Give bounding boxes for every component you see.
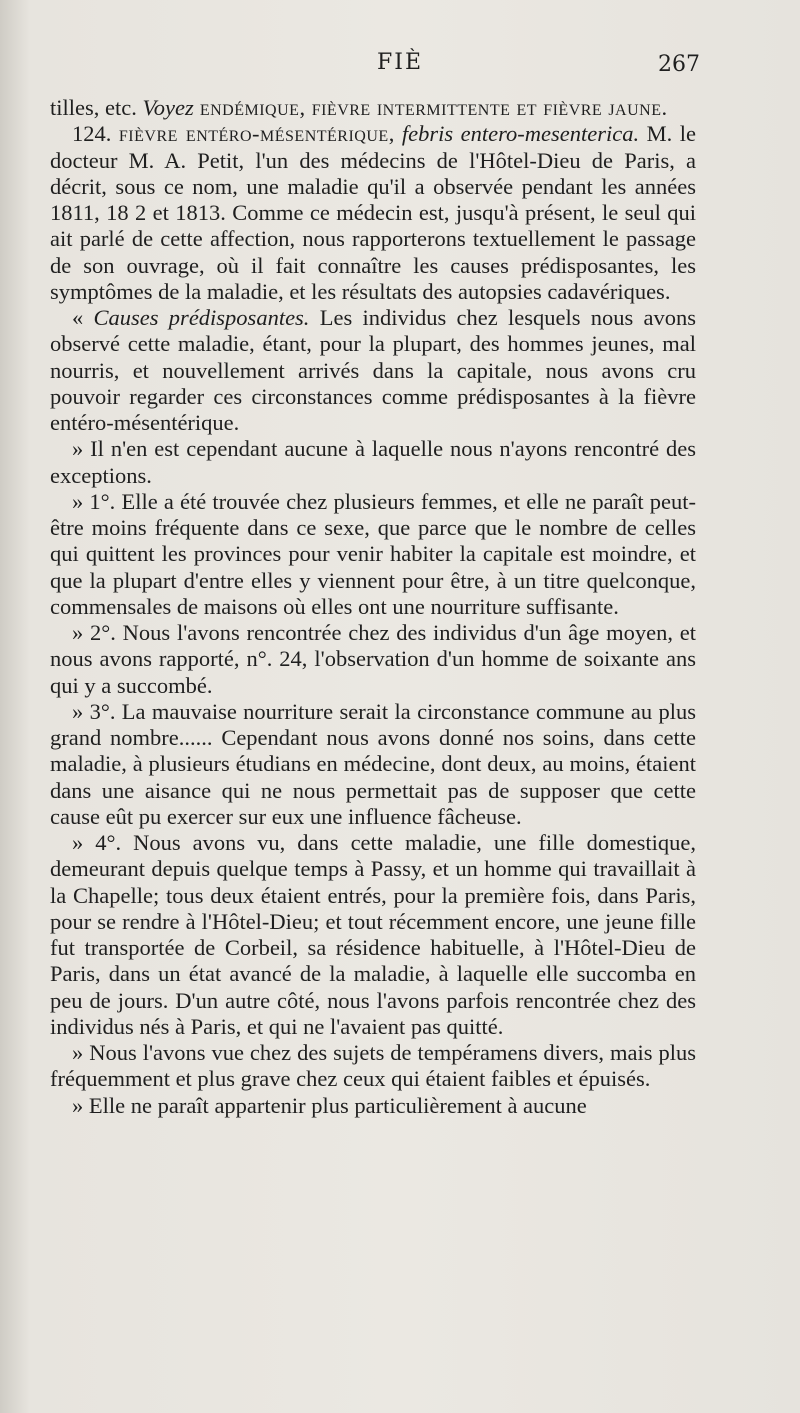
quote-paragraph: » 4°. Nous avons vu, dans cette maladie, une fille domestique, demeurant depuis quelque temps à Passy, et un homme qui travaillait à la Chapelle; tous deux étaient entrés, pour la première fois, dans Paris, pour se rendre à l'Hôtel-Dieu; et tout récemment encore, une jeune fille fut transportée de Corbeil, sa résidence habituelle, à l'Hôtel-Dieu de Paris, dans un état avancé de la maladie, à laquelle elle succomba en peu de jours. D'un autre côté, nous l'avons parfois rencontrée chez des individus nés à Paris, et qui ne l'avaient pas quitté. <box>50 830 696 1039</box>
quote-paragraph: » 2°. Nous l'avons rencontrée chez des individus d'un âge moyen, et nous avons rapporté, n°. 24, l'observation d'un homme de soixante ans qui y a succombé. <box>50 620 696 698</box>
separator: , <box>388 121 402 147</box>
page-number: 267 <box>658 52 700 77</box>
paragraph-text: tilles, etc. <box>50 95 143 120</box>
running-head: FIÈ <box>376 50 423 75</box>
quote-mark: « <box>72 305 94 330</box>
entry-number: 124. <box>72 121 119 147</box>
quote-paragraph: » Nous l'avons vue chez des sujets de tempéramens divers, mais plus fréquemment et plus grave chez ceux qui étaient faibles et épuisés. <box>50 1040 696 1092</box>
see-also-label: Voyez <box>142 95 194 120</box>
quote-paragraph: » Il n'en est cependant aucune à laquelle nous n'ayons rencontré des exceptions. <box>50 436 696 488</box>
entry-paragraph <box>50 121 696 305</box>
quote-paragraph: » 1°. Elle a été trouvée chez plusieurs femmes, et elle ne paraît peut-être moins fréquente dans ce sexe, que parce que le nombre de celles qui quittent les provinces pour venir habiter la capitale est moindre, et que la plupart d'entre elles y viennent pour être, à un titre quelconque, commensales de maisons où elles ont une nourriture suffisante. <box>50 488 696 619</box>
cross-references: endémique, fièvre intermittente et fièvre jaune. <box>193 95 668 120</box>
entry-title: fièvre entéro-mésentérique <box>118 121 389 147</box>
page-header <box>0 50 800 90</box>
latin-name: febris entero-mesenterica. <box>401 121 640 147</box>
quote-paragraph: » 3°. La mauvaise nourriture serait la circonstance commune au plus grand nombre...... Cependant nous avons donné nos soins, dans cette maladie, à plusieurs étudians en médecine, dont deux, au moins, étaient dans une aisance qui ne nous permettait pas de supposer que cette cause eût pu exercer sur eux une influence fâcheuse. <box>50 698 696 829</box>
body-text <box>50 95 696 1119</box>
paragraph-continuation <box>50 95 696 121</box>
paragraph-text: M. le docteur M. A. Petit, l'un des médecins de l'Hôtel-Dieu de Paris, a décrit, sous ce nom, une maladie qu'il a observée pendant les années 1811, 18 2 et 1813. Comme ce médecin est, jusqu'à présent, le seul qui ait parlé de cette affection, nous rapporterons textuellement le passage de son ouvrage, où il fait connaître les causes prédisposantes, les symptômes de la maladie, et les résultats des autopsies cadavériques. <box>50 121 697 304</box>
quote-paragraph: » Elle ne paraît appartenir plus particulièrement à aucune <box>72 1092 587 1118</box>
section-heading: Causes prédisposantes. <box>93 305 310 330</box>
quote-paragraph <box>50 305 696 436</box>
paragraph-text: Les individus chez lesquels nous avons observé cette maladie, étant, pour la plupart, des hommes jeunes, mal nourris, et nouvellement arrivés dans la capitale, nous avons cru pouvoir regarder ces circonstances comme prédisposantes à la fièvre entéro-mésentérique. <box>50 305 696 435</box>
